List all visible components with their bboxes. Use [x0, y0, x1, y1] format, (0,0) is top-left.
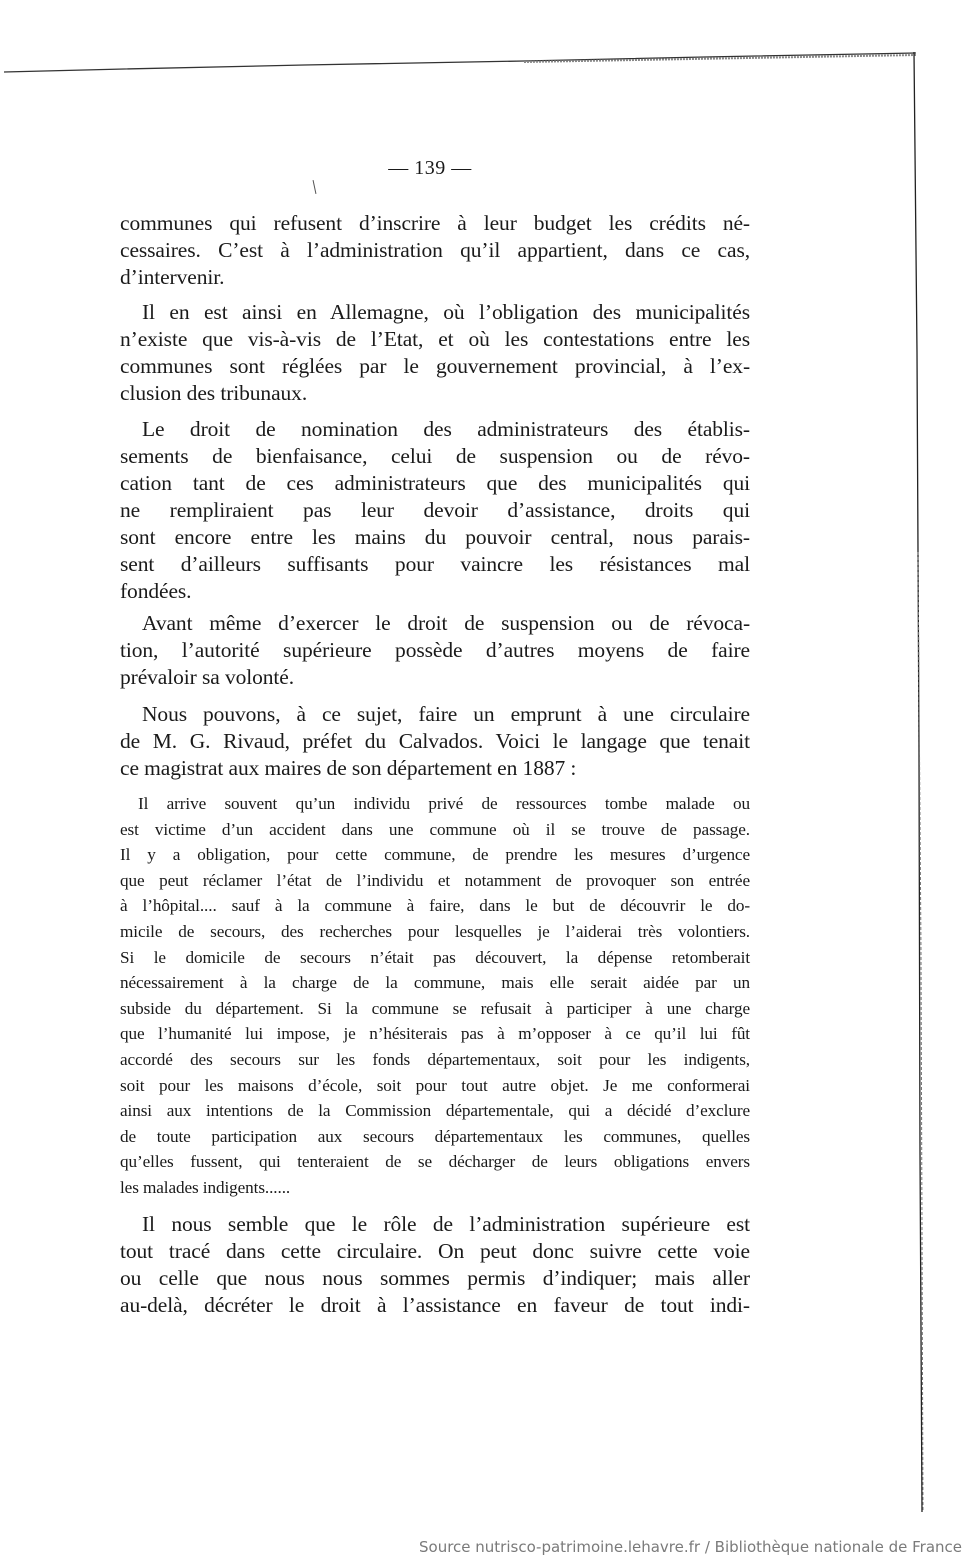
text-line: clusion des tribunaux.: [120, 381, 308, 405]
quote-line: micile de secours, des recherches pour lesquelles je l’aiderai très volontiers.: [120, 921, 750, 941]
paragraph-2: [120, 299, 750, 407]
text-line: sont encore entre les mains du pouvoir central, nous parais-: [120, 525, 750, 549]
text-line: de M. G. Rivaud, préfet du Calvados. Voici le langage que tenait: [120, 729, 750, 753]
text-line: Il nous semble que le rôle de l’administration supérieure est: [142, 1212, 750, 1236]
ink-mark: [313, 180, 317, 194]
quote-line: que l’humanité lui impose, je n’hésiterais pas à m’opposer à ce qu’il lui fût: [120, 1024, 750, 1044]
text-line: au-delà, décréter le droit à l’assistance en faveur de tout indi-: [120, 1293, 750, 1317]
quote-line: subside du département. Si la commune se refusait à participer à une charge: [120, 998, 750, 1018]
paragraph-6: [120, 1211, 750, 1319]
quote-line: à l’hôpital.... sauf à la commune à faire, dans le but de découvrir le do-: [120, 896, 750, 916]
page-right-edge-line: [900, 52, 950, 1512]
source-attribution: Source nutrisco-patrimoine.lehavre.fr / Bibliothèque nationale de France: [419, 1538, 962, 1556]
text-line: Avant même d’exercer le droit de suspension ou de révoca-: [142, 611, 750, 635]
text-line: Il en est ainsi en Allemagne, où l’obligation des municipalités: [142, 300, 750, 324]
text-line: sements de bienfaisance, celui de suspension ou de révo-: [120, 444, 750, 468]
text-line: n’existe que vis-à-vis de l’Etat, et où les contestations entre les: [120, 327, 750, 351]
text-line: fondées.: [120, 579, 192, 603]
paragraph-3: [120, 416, 750, 605]
quote-line: Il y a obligation, pour cette commune, de prendre les mesures d’urgence: [120, 845, 750, 865]
text-line: tout tracé dans cette circulaire. On peut donc suivre cette voie: [120, 1239, 750, 1263]
text-line: ne rempliraient pas leur devoir d’assistance, droits qui: [120, 498, 750, 522]
quote-line: les malades indigents......: [120, 1177, 291, 1197]
page-number: — 139 —: [388, 157, 472, 179]
text-line: Le droit de nomination des administrateurs des établis-: [142, 417, 750, 441]
text-line: d’intervenir.: [120, 265, 225, 289]
quote-line: que peut réclamer l’état de l’individu et notamment de provoquer son entrée: [120, 870, 750, 890]
text-line: Nous pouvons, à ce sujet, faire un emprunt à une circulaire: [142, 702, 750, 726]
quote-line: qu’elles fussent, qui tenteraient de se décharger de leurs obligations envers: [120, 1152, 750, 1172]
quote-line: ainsi aux intentions de la Commission départementale, qui a décidé d’exclure: [120, 1101, 750, 1121]
page-top-edge-line: [4, 52, 916, 74]
quote-line: Si le domicile de secours n’était pas découvert, la dépense retomberait: [120, 947, 750, 967]
text-line: cessaires. C’est à l’administration qu’il appartient, dans ce cas,: [120, 238, 750, 262]
circular-quotation: [120, 791, 750, 1201]
text-line: prévaloir sa volonté.: [120, 665, 295, 689]
text-line: communes qui refusent d’inscrire à leur budget les crédits né-: [120, 211, 750, 235]
text-line: ou celle que nous nous sommes permis d’indiquer; mais aller: [120, 1266, 750, 1290]
quote-line: accordé des secours sur les fonds départementaux, soit pour les indigents,: [120, 1049, 750, 1069]
text-line: cation tant de ces administrateurs que des municipalités qui: [120, 471, 750, 495]
paragraph-1: [120, 210, 750, 291]
text-line: tion, l’autorité supérieure possède d’autres moyens de faire: [120, 638, 750, 662]
paragraph-4: [120, 610, 750, 691]
quote-line: de toute participation aux secours départementaux les communes, quelles: [120, 1126, 750, 1146]
text-line: sent d’ailleurs suffisants pour vaincre les résistances mal: [120, 552, 750, 576]
quote-line: nécessairement à la charge de la commune, mais elle serait aidée par un: [120, 973, 750, 993]
quote-line: Il arrive souvent qu’un individu privé de ressources tombe malade ou: [138, 794, 750, 813]
text-line: ce magistrat aux maires de son département en 1887 :: [120, 756, 577, 780]
quote-line: soit pour les maisons d’école, soit pour tout autre objet. Je me conformerai: [120, 1075, 750, 1095]
paragraph-5: [120, 701, 750, 782]
text-line: communes sont réglées par le gouvernement provincial, à l’ex-: [120, 354, 750, 378]
quote-line: est victime d’un accident dans une commune où il se trouve de passage.: [120, 819, 750, 839]
